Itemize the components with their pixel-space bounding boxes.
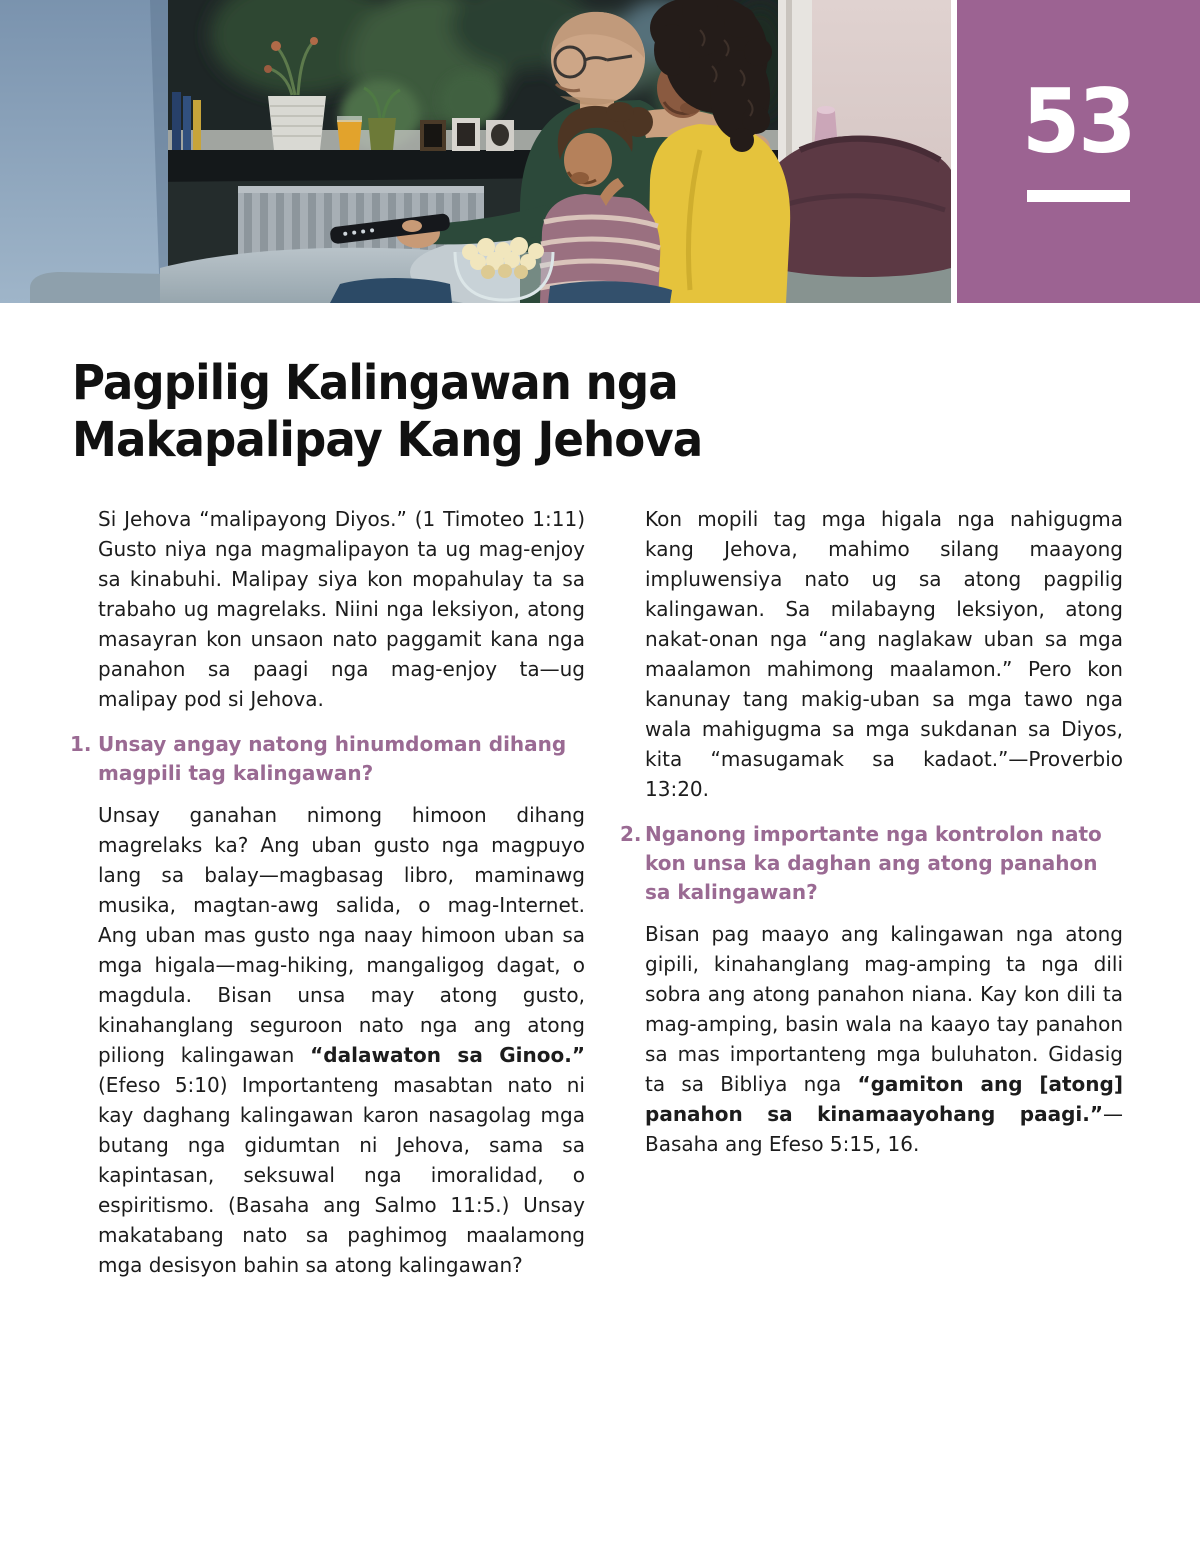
page-header: [0, 0, 1200, 303]
page-title: [72, 355, 1132, 469]
scripture-quote-bold-2: “gamiton ang [atong] panahon sa kinamaayohang paagi.”: [645, 1072, 1123, 1126]
paragraph-3-text: Bisan pag maayo ang kalingawan nga atong gipili, kinahanglang mag-amping ta nga dili sobra ang atong panahon niana. Kay kon dili ta mag-amping, basin wala na kaayo tay panahon sa mas importanteng mga buluhaton. Gidasig ta sa Bibliya nga: [645, 922, 1123, 1096]
lesson-number-underline: [1027, 190, 1130, 202]
paragraph-1: [98, 800, 585, 1280]
question-2: [620, 820, 1123, 907]
family-watching-tv-photo: [0, 0, 951, 303]
left-column: [70, 504, 585, 1280]
paragraph-2: Kon mopili tag mga higala nga nahigugma kang Jehova, mahimo silang maayong impluwensiya nato ug sa atong pagpilig kalingawan. Sa milabayng leksiyon, atong nakat-onan nga “ang naglakaw uban sa mga maalamon mahimong maalamon.” Pero kon kanunay tang makig-uban sa mga tawo nga wala mahigugma sa mga sukdanan sa Diyos, kita “masugamak sa kadaot.”—Proverbio 13:20.: [645, 507, 1123, 801]
page-title-line1: Pagpilig Kalingawan nga: [72, 355, 678, 411]
paragraph-1-text-after: (Efeso 5:10) Importanteng masabtan nato ni kay daghang kalingawan karon nasagolag mga butang nga gidumtan ni Jehova, sama sa kapintasan, seksuwal nga imoralidad, o espiritismo. (Basaha ang Salmo 11:5.) Unsay makatabang nato sa paghimog maalamong mga desisyon bahin sa atong kalingawan?: [98, 1073, 585, 1277]
question-2-number: 2.: [620, 822, 642, 846]
question-2-text: Nganong importante nga kontrolon nato kon unsa ka daghan ang atong panahon sa kalingawan?: [645, 822, 1102, 904]
page-title-line2: Makapalipay Kang Jehova: [72, 412, 703, 468]
paragraph-3: [645, 919, 1123, 1159]
question-1: [70, 730, 585, 788]
lesson-number: 53: [1022, 70, 1135, 173]
lesson-number-badge: [957, 0, 1200, 303]
paragraph-1-text: Unsay ganahan nimong himoon dihang magrelaks ka? Ang uban gusto nga magpuyo lang sa balay—magbasag libro, maminawg musika, magtan-awg salida, o mag-Internet. Ang uban mas gusto nga naay himoon uban sa mga higala—mag-hiking, mangaligog dagat, o magdula. Bisan unsa may atong gusto, kinahanglang seguroon nato nga ang atong piliong kalingawan: [98, 803, 585, 1067]
right-column: [620, 504, 1123, 1280]
intro-paragraph: Si Jehova “malipayong Diyos.” (1 Timoteo 1:11) Gusto niya nga magmalipayon ta ug mag-enjoy sa kinabuhi. Malipay siya kon mopahulay ta sa trabaho ug magrelaks. Niini nga leksiyon, atong masayran kon unsaon nato paggamit kana nga panahon sa paagi nga mag-enjoy ta—ug malipay pod si Jehova.: [98, 507, 585, 711]
question-1-number: 1.: [70, 732, 92, 756]
question-1-text: Unsay angay natong hinumdoman dihang magpili tag kalingawan?: [98, 732, 567, 785]
paragraph-3-text-after: —Basaha ang Efeso 5:15, 16.: [645, 1102, 1123, 1156]
scripture-quote-bold-1: “dalawaton sa Ginoo.”: [310, 1043, 585, 1067]
photo-illustration: [0, 0, 951, 303]
article-body: [70, 504, 1200, 1280]
